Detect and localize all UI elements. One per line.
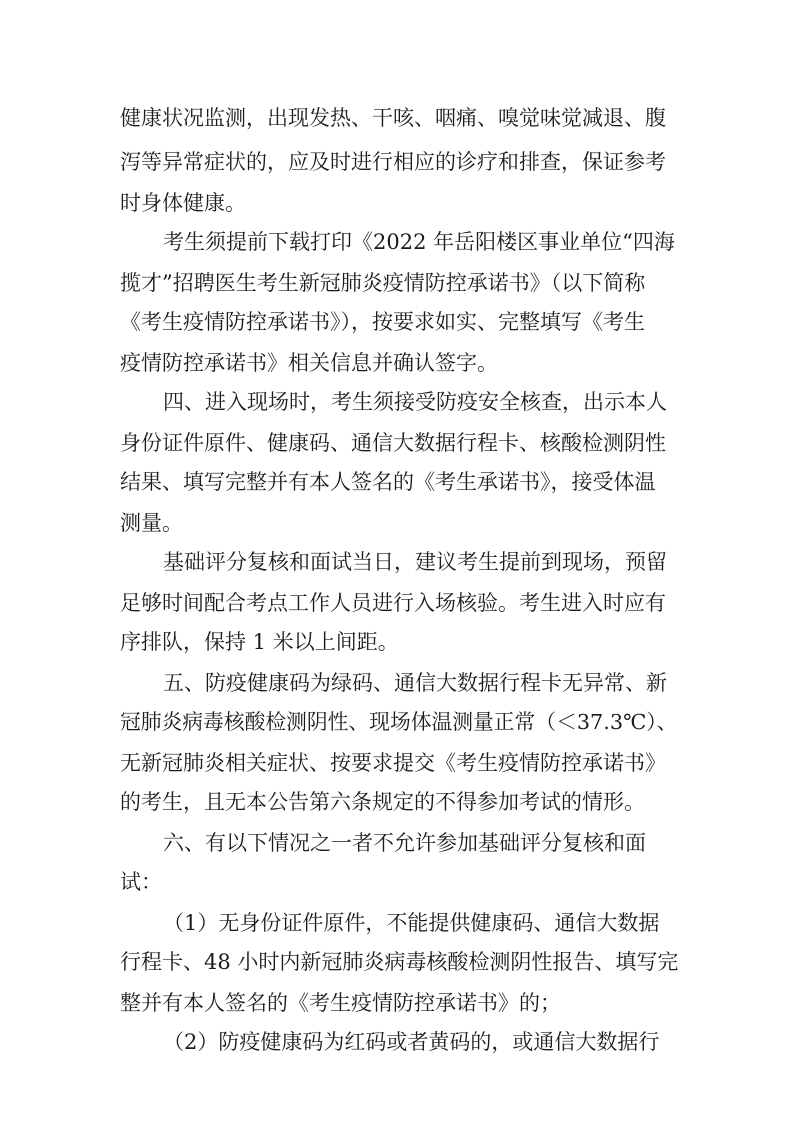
text-line-13: 足够时间配合考点工作人员进行入场核验。考生进入时应有	[120, 591, 666, 615]
text-line-18: 的考生，且无本公告第六条规定的不得参加考试的情形。	[120, 790, 645, 814]
text-line-11: 测量。	[120, 511, 183, 535]
text-line-3: 时身体健康。	[120, 191, 246, 215]
text-line-14: 序排队，保持 1 米以上间距。	[120, 630, 399, 654]
text-line-7: 疫情防控承诺书》相关信息并确认签字。	[120, 351, 498, 375]
text-line-12: 基础评分复核和面试当日，建议考生提前到现场，预留	[163, 550, 667, 574]
text-line-19: 六、有以下情况之一者不允许参加基础评分复核和面	[163, 831, 646, 855]
text-line-1: 健康状况监测，出现发热、干咳、咽痛、嗅觉味觉减退、腹	[120, 106, 666, 130]
text-line-6: 《考生疫情防控承诺书》），按要求如实、完整填写《考生	[120, 310, 645, 334]
text-line-20: 试：	[120, 870, 162, 894]
text-line-17: 无新冠肺炎相关症状、按要求提交《考生疫情防控承诺书》	[120, 751, 666, 775]
text-line-15: 五、防疫健康码为绿码、通信大数据行程卡无异常、新	[163, 671, 667, 695]
text-line-4: 考生须提前下载打印《2022 年岳阳楼区事业单位“四海	[163, 230, 675, 254]
text-line-23: 整并有本人签名的《考生疫情防控承诺书》的；	[120, 991, 561, 1015]
text-line-22: 行程卡、48 小时内新冠肺炎病毒核酸检测阴性报告、填写完	[120, 950, 679, 974]
text-line-8: 四、进入现场时，考生须接受防疫安全核查，出示本人	[163, 390, 667, 414]
text-line-21: （1）无身份证件原件，不能提供健康码、通信大数据	[163, 911, 660, 935]
text-line-24: （2）防疫健康码为红码或者黄码的，或通信大数据行	[163, 1030, 660, 1054]
text-line-10: 结果、填写完整并有本人签名的《考生承诺书》，接受体温	[120, 470, 656, 494]
text-line-5: 揽才”招聘医生考生新冠肺炎疫情防控承诺书》（以下简称	[120, 271, 646, 295]
text-line-9: 身份证件原件、健康码、通信大数据行程卡、核酸检测阴性	[120, 431, 666, 455]
text-line-16: 冠肺炎病毒核酸检测阴性、现场体温测量正常（＜37.3℃）、	[120, 710, 678, 734]
text-line-2: 泻等异常症状的，应及时进行相应的诊疗和排查，保证参考	[120, 150, 666, 174]
